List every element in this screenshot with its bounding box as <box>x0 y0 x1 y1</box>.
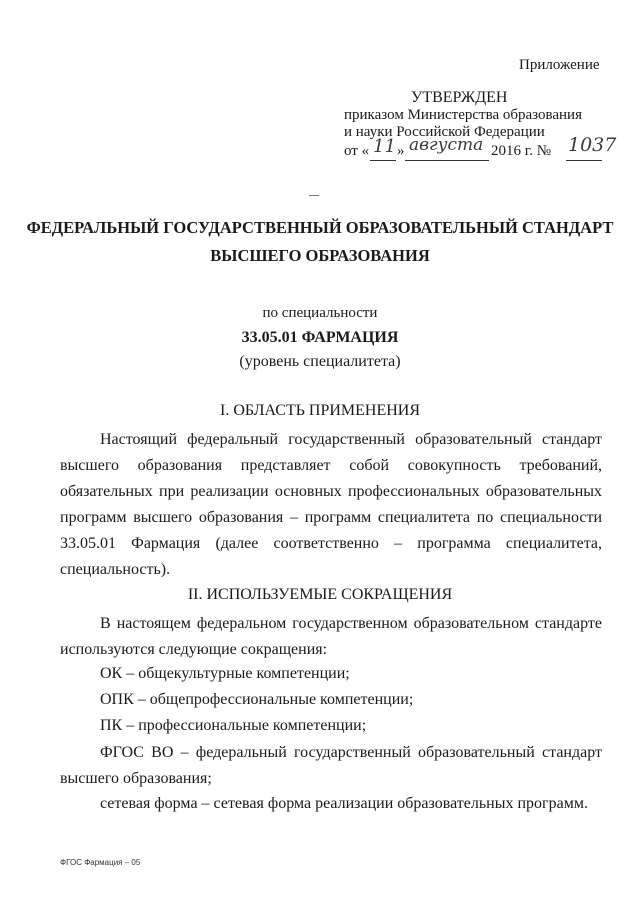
section-1-paragraph: Настоящий федеральный государственный образовательный стандарт высшего образования представляет собой совокупность требований, обязательных при реализации основных профессиональных образовательных программ высшего образования – программ специалитета по специальности 33.05.01 Фармация (далее соответственно – программа специалитета, специальность). <box>60 431 602 578</box>
date-year: 2016 г. № <box>491 143 552 159</box>
date-day-handwritten: 11 <box>373 136 396 157</box>
abbreviation-ok: ОК – общекультурные компетенции; <box>100 665 350 682</box>
date-prefix: от « <box>344 143 370 159</box>
abbreviation-opk: ОПК – общепрофессиональные компетенции; <box>100 691 414 708</box>
date-month-underline <box>405 160 489 161</box>
abbreviation-pk: ПК – профессиональные компетенции; <box>100 717 367 734</box>
abbreviation-network-form: сетевая форма – сетевая форма реализации образовательных программ. <box>100 795 588 812</box>
date-month-handwritten: августа <box>409 135 484 155</box>
specialty-code-name: 33.05.01 ФАРМАЦИЯ <box>241 329 399 346</box>
section-1-heading: I. ОБЛАСТЬ ПРИМЕНЕНИЯ <box>219 402 421 419</box>
order-number-underline <box>566 160 602 161</box>
page-footer: ФГОС Фармация – 05 <box>60 858 141 867</box>
specialty-label: по специальности <box>262 305 378 321</box>
appendix-label: Приложение <box>519 57 600 73</box>
specialty-level: (уровень специалитета) <box>239 353 401 370</box>
separator-dash <box>309 195 319 196</box>
abbreviation-fgos: ФГОС ВО – федеральный государственный образовательный стандарт высшего образования; <box>60 744 602 787</box>
approved-label: УТВЕРЖДЕН <box>411 89 508 106</box>
section-2-intro: В настоящем федеральном государственном образовательном стандарте используются следующие сокращения: <box>60 615 602 658</box>
date-day-underline <box>370 160 396 161</box>
document-title-line-1: ФЕДЕРАЛЬНЫЙ ГОСУДАРСТВЕННЫЙ ОБРАЗОВАТЕЛЬНЫЙ СТАНДАРТ <box>26 218 614 237</box>
order-number-handwritten: 1037 <box>568 134 617 156</box>
date-mid: » <box>397 143 405 159</box>
order-line-2: и науки Российской Федерации <box>344 124 545 140</box>
section-2-heading: II. ИСПОЛЬЗУЕМЫЕ СОКРАЩЕНИЯ <box>187 586 453 603</box>
order-line-1: приказом Министерства образования <box>344 107 582 123</box>
document-title-line-2: ВЫСШЕГО ОБРАЗОВАНИЯ <box>210 246 430 265</box>
